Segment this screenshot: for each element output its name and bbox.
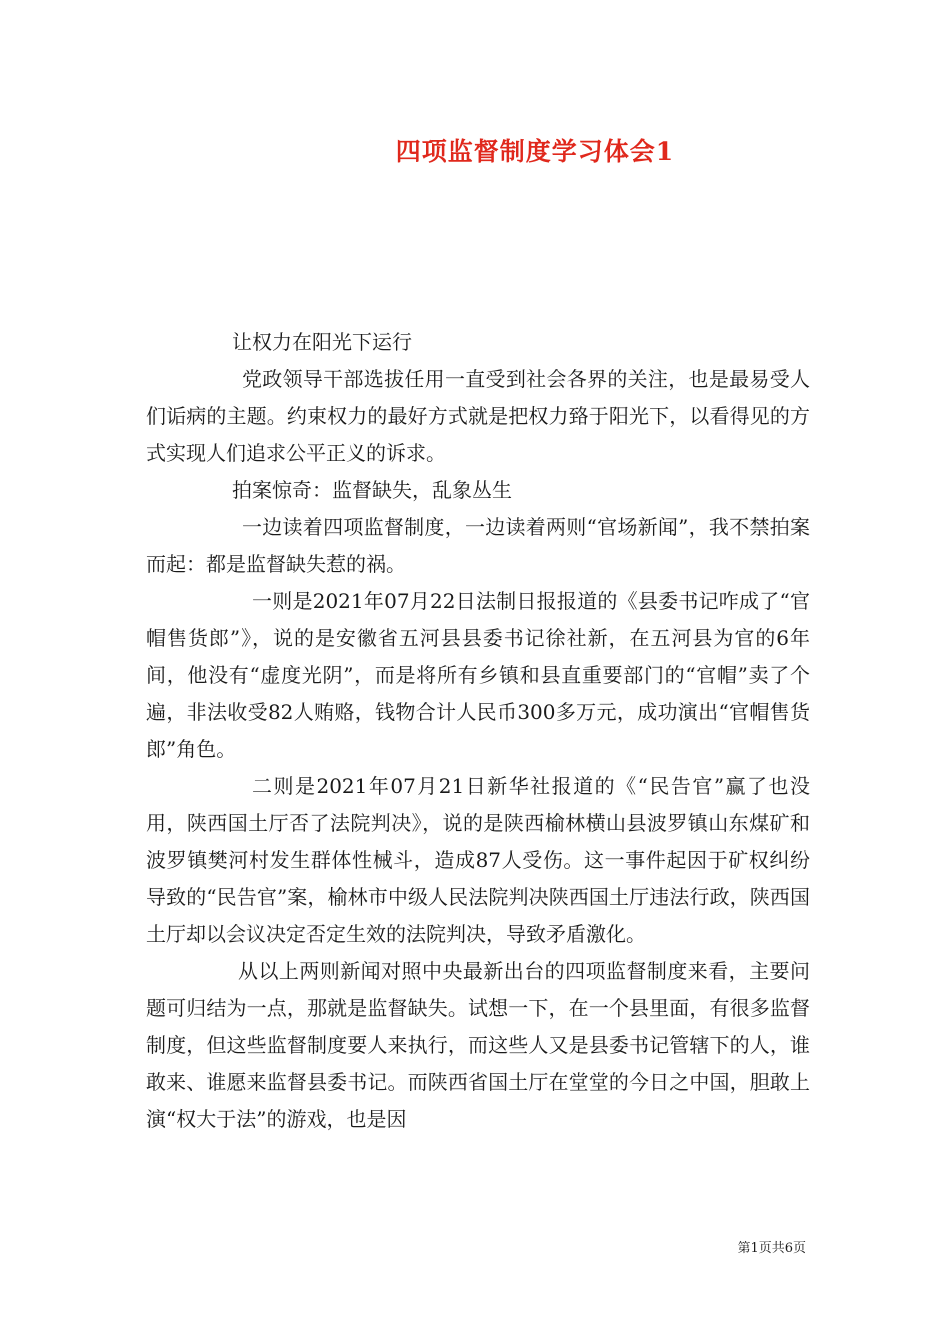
paragraph-news-two: 二则是2021年07月21日新华社报道的《“民告官”赢了也没用，陕西国土厅否了法院判决》，说的是陕西榆林横山县波罗镇山东煤矿和波罗镇樊河村发生群体性械斗，造成87人受伤。这一事件起因于矿权纠纷导致的“民告官”案，榆林市中级人民法院判决陕西国土厅违法行政，陕西国土厅却以会议决定否定生效的法院判决，导致矛盾激化。 <box>146 774 810 946</box>
paragraph-reading-news: 一边读着四项监督制度，一边读着两则“官场新闻”，我不禁拍案而起：都是监督缺失惹的祸。 <box>146 515 810 576</box>
paragraph-news-one: 一则是2021年07月22日法制日报报道的《县委书记咋成了“官帽售货郎”》，说的是安徽省五河县县委书记徐社新，在五河县为官的6年间，他没有“虚度光阴”，而是将所有乡镇和县直重要部门的“官帽”卖了个遍，非法收受82人贿赂，钱物合计人民币300多万元，成功演出“官帽售货郎”角色。 <box>146 589 810 761</box>
section-heading-sunshine: 让权力在阳光下运行 <box>232 330 412 354</box>
paragraph-intro: 党政领导干部选拔任用一直受到社会各界的关注，也是最易受人们诟病的主题。约束权力的最好方式就是把权力臵于阳光下，以看得见的方式实现人们追求公平正义的诉求。 <box>146 367 810 465</box>
page-number: 第1页共6页 <box>737 1241 806 1256</box>
document-title: 四项监督制度学习体会1 <box>395 137 675 166</box>
section-heading-supervision-missing: 拍案惊奇：监督缺失，乱象丛生 <box>232 478 512 502</box>
paragraph-analysis: 从以上两则新闻对照中央最新出台的四项监督制度来看，主要问题可归结为一点，那就是监督缺失。试想一下，在一个县里面，有很多监督制度，但这些监督制度要人来执行，而这些人又是县委书记管辖下的人，谁敢来、谁愿来监督县委书记。而陕西省国土厅在堂堂的今日之中国，胆敢上演“权大于法”的游戏，也是因 <box>146 959 810 1131</box>
document-body <box>146 324 810 1138</box>
